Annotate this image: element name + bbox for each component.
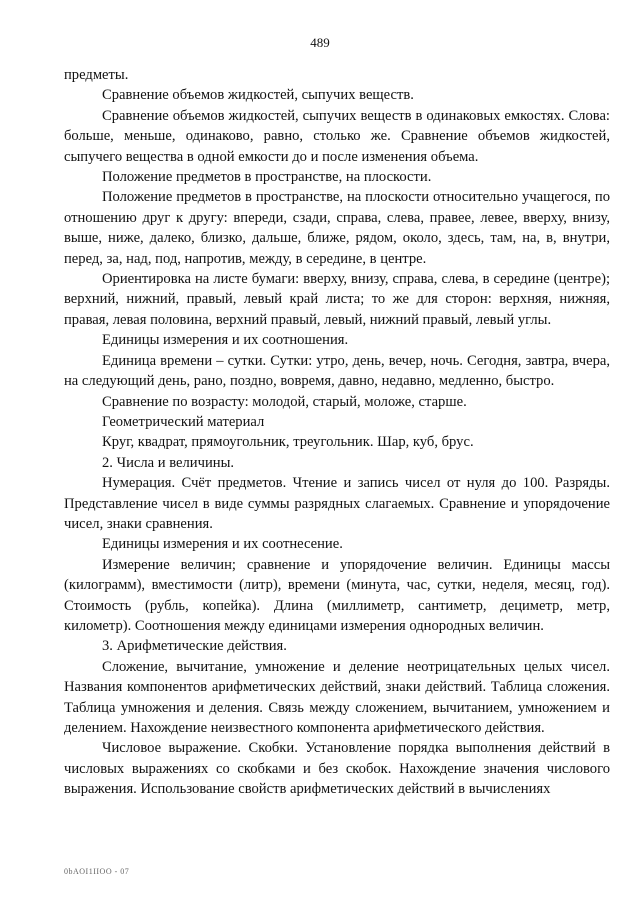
paragraph: Единица времени – сутки. Сутки: утро, день, вечер, ночь. Сегодня, завтра, вчера, на следующий день, рано, поздно, вовремя, давно, недавно, медленно, быстро. (64, 352, 610, 390)
paragraph: Геометрический материал (102, 413, 265, 430)
paragraph: Единицы измерения и их соотнесение. (102, 536, 343, 553)
paragraph: Сравнение объемов жидкостей, сыпучих веществ в одинаковых емкостях. Слова: больше, меньше, одинаково, равно, столько же. Сравнение объемов жидкостей, сыпучего вещества в одной емкости до и после изменения объема. (64, 107, 610, 165)
paragraph: Положение предметов в пространстве, на плоскости относительно учащегося, по отношению друг к другу: впереди, сзади, справа, слева, правее, левее, вверху, внизу, выше, ниже, далеко, близко, дальше, ближе, рядом, около, здесь, там, на, в, внутри, перед, за, над, под, напротив, между, в середине, в центре. (64, 189, 610, 267)
page-number: 489 (310, 35, 330, 50)
paragraph: Ориентировка на листе бумаги: вверху, внизу, справа, слева, в середине (центре); верхний, нижний, правый, левый край листа; то же для сторон: верхняя, нижняя, правая, левая половина, верхний правый, левый, нижний правый, левый углы. (64, 271, 610, 328)
paragraph: предметы. (64, 67, 129, 83)
paragraph: Нумерация. Счёт предметов. Чтение и запись чисел от нуля до 100. Разряды. Представление чисел в виде суммы разрядных слагаемых. Сравнение и упорядочение чисел, знаки сравнения. (64, 475, 610, 532)
paragraph: Измерение величин; сравнение и упорядочение величин. Единицы массы (килограмм), вместимости (литр), времени (минута, час, сутки, неделя, месяц, год). Стоимость (рубль, копейка). Длина (миллиметр, сантиметр, дециметр, метр, километр). Соотношения между единицами измерения однородных величин. (64, 556, 610, 634)
document-body (64, 65, 610, 800)
paragraph: Положение предметов в пространстве, на плоскости. (102, 169, 432, 186)
paragraph: Сравнение объемов жидкостей, сыпучих веществ. (102, 87, 414, 104)
paragraph: Единицы измерения и их соотношения. (102, 332, 349, 349)
paragraph: 3. Арифметические действия. (102, 638, 287, 655)
paragraph: Круг, квадрат, прямоугольник, треугольник. Шар, куб, брус. (102, 434, 474, 451)
paragraph: Сложение, вычитание, умножение и деление неотрицательных целых чисел. Названия компонентов арифметических действий, знаки действий. Таблица сложения. Таблица умножения и деления. Связь между сложением, вычитанием, умножением и делением. Нахождение неизвестного компонента арифметического действия. (64, 658, 610, 736)
paragraph: 2. Числа и величины. (102, 454, 235, 471)
paragraph: Числовое выражение. Скобки. Установление порядка выполнения действий в числовых выражениях со скобками и без скобок. Нахождение значения числового выражения. Использование свойств арифметических действий в вычислениях (64, 740, 610, 798)
paragraph: Сравнение по возрасту: молодой, старый, моложе, старше. (102, 393, 467, 410)
footer-code: 0bAOI1IIOO - 07 (64, 867, 130, 876)
